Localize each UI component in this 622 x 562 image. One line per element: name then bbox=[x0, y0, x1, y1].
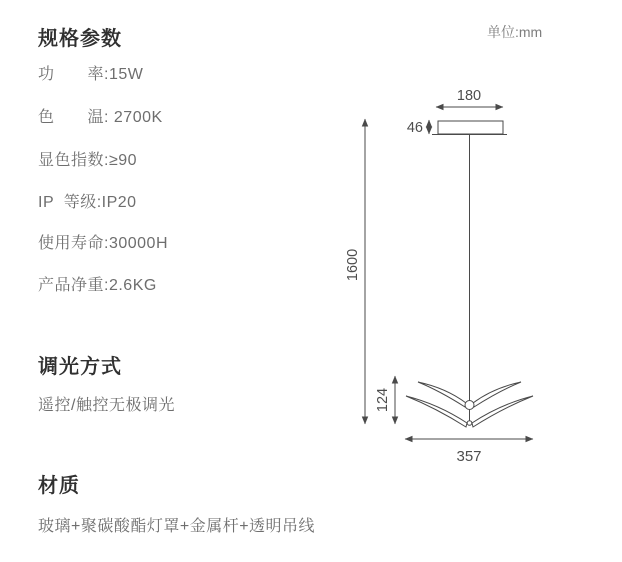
spec-line-ip-rating: IP 等级:IP20 bbox=[38, 194, 137, 211]
dim-drop-height-label: 1600 bbox=[345, 248, 361, 282]
spec-line-color-temp: 色 温: 2700K bbox=[38, 109, 163, 126]
shade-hub-circle bbox=[465, 401, 474, 410]
section-title-material: 材质 bbox=[38, 475, 80, 497]
spec-line-lifespan: 使用寿命:30000H bbox=[38, 235, 168, 252]
shade-bottom-circle bbox=[467, 421, 472, 426]
unit-label: 单位:mm bbox=[487, 24, 543, 40]
spec-line-power: 功 率:15W bbox=[38, 66, 144, 83]
dim-canopy-height-label: 46 bbox=[406, 120, 423, 136]
section-title-dimming: 调光方式 bbox=[38, 356, 122, 378]
dimming-method-line: 遥控/触控无极调光 bbox=[38, 397, 175, 414]
dim-shade-width-label: 357 bbox=[456, 448, 482, 465]
dim-shade-height-label: 124 bbox=[375, 387, 391, 413]
section-title-specs: 规格参数 bbox=[38, 28, 122, 50]
canopy-outline bbox=[438, 121, 503, 134]
spec-line-net-weight: 产品净重:2.6KG bbox=[38, 277, 157, 294]
pendant-lamp-diagram bbox=[330, 75, 575, 475]
material-line: 玻璃+聚碳酸酯灯罩+金属杆+透明吊线 bbox=[38, 518, 316, 535]
dim-canopy-width-label: 180 bbox=[456, 88, 482, 104]
spec-line-cri: 显色指数:≥90 bbox=[38, 152, 138, 169]
